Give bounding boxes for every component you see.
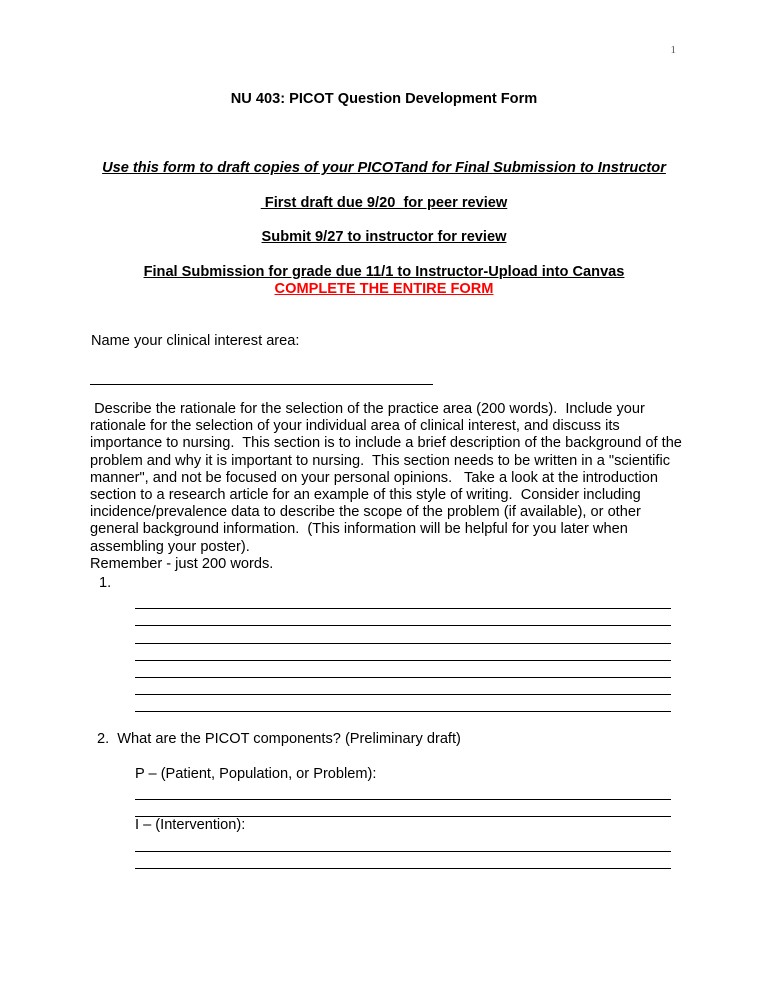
picot-i-label: I – (Intervention):	[135, 817, 246, 833]
form-title: NU 403: PICOT Question Development Form	[230, 91, 538, 107]
rationale-text: Describe the rationale for the selection of the practice area (200 words). Include your rationale for the selection of your individual area of clinical interest, and discuss its importance to nursing. This section is to include a brief description of the background of the problem and why it is important to nursing. This section needs to be written in a "scientific manner", and not be focused on your personal opinions. Take a look at the introduction section to a research article for an example of this style of writing. Consider including incidence/prevalence data to describe the scope of the problem (if available), or other general background information. (This information will be helpful for you later when assembling your poster).	[90, 401, 686, 555]
answer-line[interactable]	[135, 609, 671, 626]
clinical-interest-label: Name your clinical interest area:	[91, 333, 300, 349]
form-subtitle: Use this form to draft copies of your PICOTand for Final Submission to Instructor	[102, 160, 666, 176]
answer-line[interactable]	[135, 592, 671, 609]
picot-i-lines[interactable]	[135, 835, 671, 869]
picot-question: 2. What are the PICOT components? (Preliminary draft)	[97, 731, 461, 747]
answer-line[interactable]	[135, 695, 671, 712]
answer-line[interactable]	[135, 783, 671, 800]
clinical-interest-input-line[interactable]	[90, 384, 433, 385]
rationale-answer-lines[interactable]	[135, 592, 671, 712]
answer-line[interactable]	[135, 852, 671, 869]
answer-line[interactable]	[135, 678, 671, 695]
answer-line[interactable]	[135, 835, 671, 852]
page-number: 1	[670, 44, 676, 56]
answer-line[interactable]	[135, 626, 671, 643]
instructor-review-deadline: Submit 9/27 to instructor for review	[261, 229, 507, 245]
answer-line[interactable]	[135, 800, 671, 817]
answer-line[interactable]	[135, 644, 671, 661]
first-draft-deadline: First draft due 9/20 for peer review	[260, 195, 508, 211]
final-submission-deadline: Final Submission for grade due 11/1 to Instructor-Upload into Canvas	[143, 264, 625, 280]
picot-p-lines[interactable]	[135, 783, 671, 817]
picot-p-label: P – (Patient, Population, or Problem):	[135, 766, 377, 782]
rationale-instructions	[90, 401, 690, 573]
complete-form-notice: COMPLETE THE ENTIRE FORM	[274, 281, 494, 297]
rationale-reminder: Remember - just 200 words.	[90, 555, 274, 572]
item-number-1: 1.	[99, 575, 112, 591]
answer-line[interactable]	[135, 661, 671, 678]
